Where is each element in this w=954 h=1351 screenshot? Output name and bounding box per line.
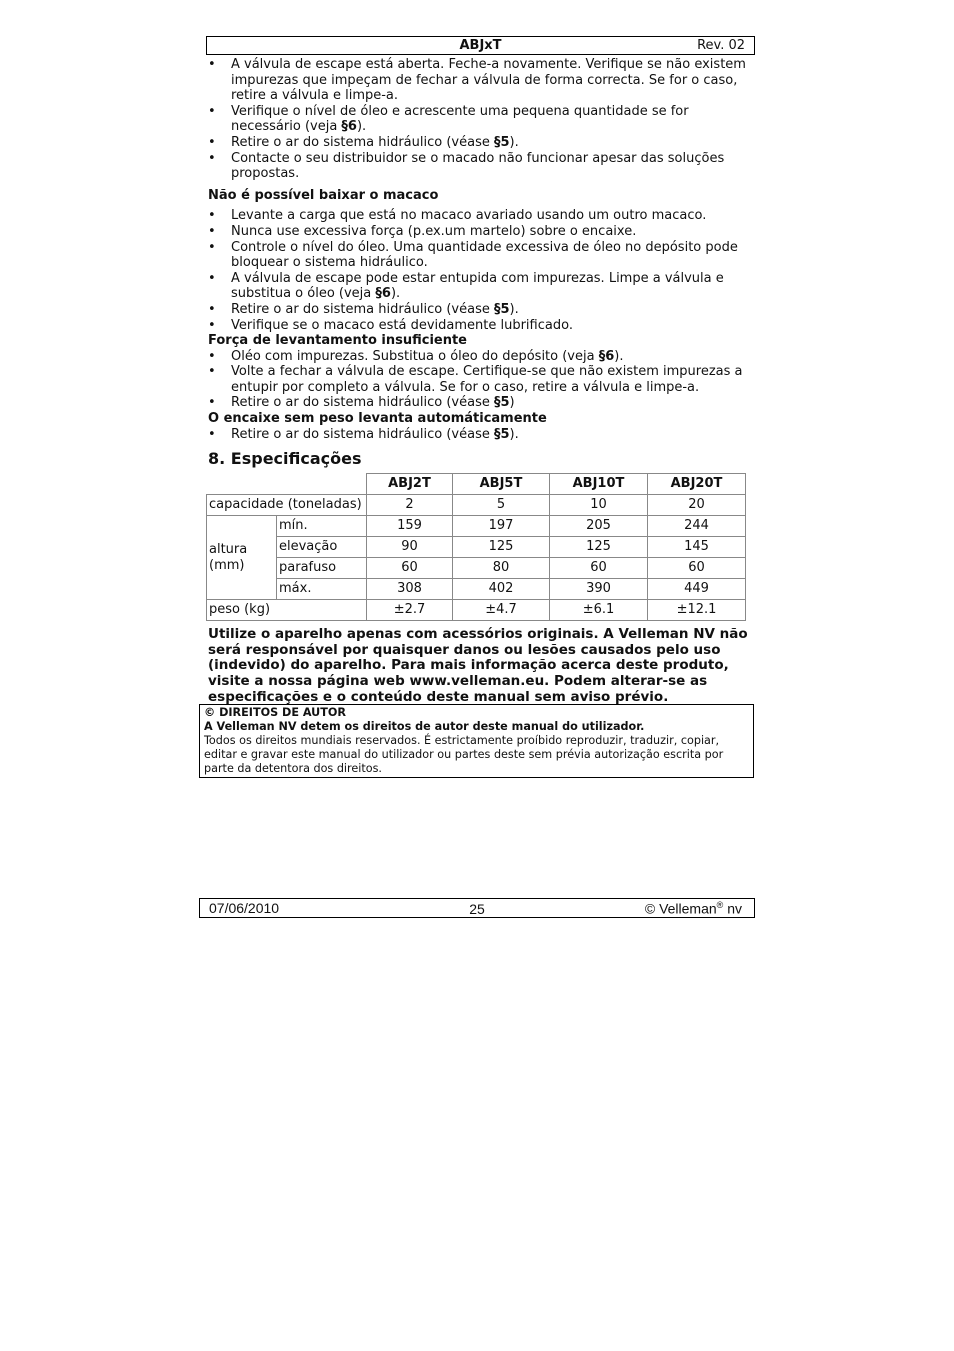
list-item: • Retire o ar do sistema hidráulico (véase §5). [208,135,753,151]
copyright-body: Todos os direitos mundiais reservados. É estrictamente proíbido reproduzir, traduzir, copiar, editar e gravar este manual do utilizador ou partes deste sem prévia autorização escrita por parte da detentora dos direitos. [204,734,724,775]
copyright-title: © DIREITOS DE AUTOR [204,706,347,719]
table-cell: 449 [648,579,746,600]
column-header: ABJ20T [648,474,746,495]
copyright-owner-line: A Velleman NV detem os direitos de autor deste manual do utilizador. [204,720,645,733]
table-cell: 244 [648,516,746,537]
table-cell: 80 [453,558,550,579]
header-title: ABJxT [459,38,502,53]
row-label: mín. [277,516,367,537]
row-label: elevação [277,537,367,558]
list-item: • Nunca use excessiva força (p.ex.um martelo) sobre o encaixe. [208,224,753,240]
row-label: peso (kg) [207,600,367,621]
troubleshoot-list-top [208,57,753,182]
table-cell: 145 [648,537,746,558]
specifications-table [206,473,746,621]
list-item: • Controle o nível do óleo. Uma quantidade excessiva de óleo no depósito pode bloquear o sistema hidráulico. [208,240,753,271]
copyright-box [199,704,754,778]
list-item: • A válvula de escape está aberta. Feche-a novamente. Verifique se não existem impurezas que impeçam de fechar a válvula de forma correcta. Se for o caso, retire a válvula e limpe-a. [208,57,753,104]
subheading-insufficient-force: Força de levantamento insuficiente [208,333,468,349]
section-reference: §6 [598,348,615,364]
list-item: • Verifique se o macaco está devidamente lubrificado. [208,318,753,334]
table-cell: ±6.1 [550,600,648,621]
list-item: • Oléo com impurezas. Substitua o óleo do depósito (veja §6). [208,349,753,365]
list-item: • Contacte o seu distribuidor se o macado não funcionar apesar das soluções propostas. [208,151,753,182]
table-row [207,537,746,558]
section-reference: §5 [493,301,510,317]
table-cell: 5 [453,495,550,516]
table-cell: 60 [648,558,746,579]
table-row [207,516,746,537]
table-cell: 10 [550,495,648,516]
list-item: • Volte a fechar a válvula de escape. Certifique-se que não existem impurezas a entupir por completo a válvula. Se for o caso, retire a válvula e limpe-a. [208,364,753,395]
table-row [207,495,746,516]
table-cell: ±12.1 [648,600,746,621]
row-label: parafuso [277,558,367,579]
section-reference: §6 [341,119,357,135]
table-cell: 2 [367,495,453,516]
list-item: • Levante a carga que está no macaco avariado usando um outro macaco. [208,208,753,224]
table-cell: 60 [367,558,453,579]
column-header: ABJ10T [550,474,648,495]
section-reference: §5 [493,426,510,442]
table-cell: 60 [550,558,648,579]
table-cell: 125 [550,537,648,558]
column-header: ABJ5T [453,474,550,495]
table-row [207,600,746,621]
page-number: 25 [469,901,485,917]
subheading-auto-raise: O encaixe sem peso levanta automáticamente [208,411,547,427]
header-revision: Rev. 02 [697,38,745,53]
troubleshoot-list-force [208,349,753,411]
list-item: • Retire o ar do sistema hidráulico (véase §5) [208,395,753,411]
subheading-cannot-lower: Não é possível baixar o macaco [208,187,439,203]
section-reference: §6 [375,286,391,302]
footer-brand: © Velleman® nv [644,900,742,917]
row-group-label: altura (mm) [207,516,277,600]
table-cell: 197 [453,516,550,537]
list-item: • Verifique o nível de óleo e acrescente uma pequena quantidade se for necessário (veja §6). [208,104,753,135]
table-cell: 159 [367,516,453,537]
troubleshoot-list-lower [208,208,753,333]
table-cell: 125 [453,537,550,558]
page-header [206,36,755,55]
row-label: máx. [277,579,367,600]
list-item: • Retire o ar do sistema hidráulico (véase §5). [208,302,753,318]
table-cell: 205 [550,516,648,537]
list-item: • Retire o ar do sistema hidráulico (véase §5). [208,427,753,443]
table-cell: 20 [648,495,746,516]
section-reference: §5 [493,395,510,411]
table-cell: 308 [367,579,453,600]
list-item: • A válvula de escape pode estar entupida com impurezas. Limpe a válvula e substitua o óleo (veja §6). [208,271,753,302]
section-title-specifications: 8. Especificações [208,449,362,469]
row-label: capacidade (toneladas) [207,495,367,516]
table-cell: ±2.7 [367,600,453,621]
table-header-row [207,474,746,495]
table-cell: 90 [367,537,453,558]
footer-date: 07/06/2010 [209,900,280,916]
table-cell: 402 [453,579,550,600]
troubleshoot-list-auto [208,427,753,443]
section-reference: §5 [493,134,510,150]
content-body [208,57,753,705]
table-cell: 390 [550,579,648,600]
table-row [207,558,746,579]
usage-note: Utilize o aparelho apenas com acessórios originais. A Velleman NV não será responsável por quaisquer danos ou lesões causados pelo uso (indevido) do aparelho. Para mais informação acerca deste produto, visite a nossa página web www.velleman.eu. Podem alterar-se as especificações e o conteúdo deste manual sem aviso prévio. [208,626,748,705]
page-footer [199,898,755,918]
column-header: ABJ2T [367,474,453,495]
table-row [207,579,746,600]
table-cell: ±4.7 [453,600,550,621]
